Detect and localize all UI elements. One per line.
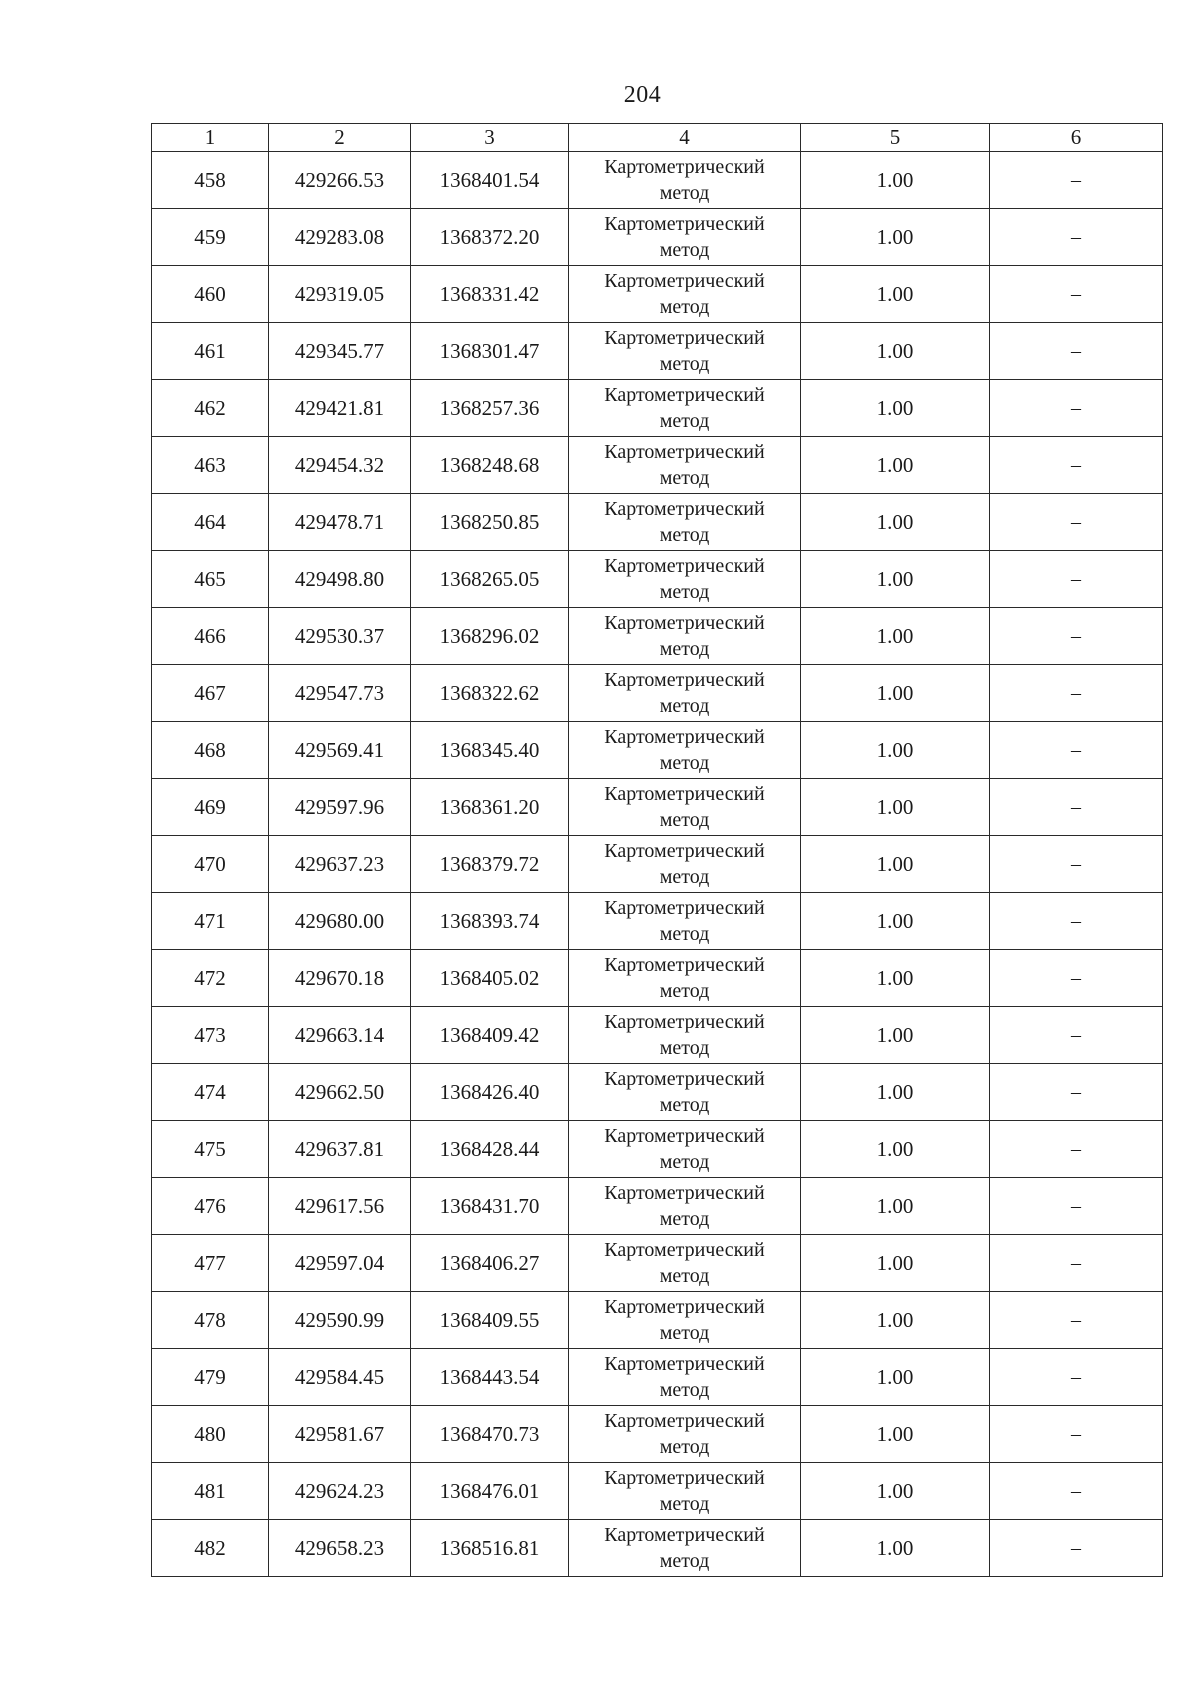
note-cell: –: [990, 779, 1163, 836]
method-cell: [569, 1406, 801, 1463]
column-header: 6: [990, 124, 1163, 152]
table-row: [152, 437, 1163, 494]
note-cell: –: [990, 1463, 1163, 1520]
method-text-line1: Картометрический: [604, 327, 765, 349]
x-coordinate-cell: 429530.37: [269, 608, 411, 665]
y-coordinate-cell: 1368301.47: [411, 323, 569, 380]
point-number-cell: 465: [152, 551, 269, 608]
method-text-line2: метод: [659, 1379, 710, 1401]
x-coordinate-cell: 429581.67: [269, 1406, 411, 1463]
precision-cell: 1.00: [801, 380, 990, 437]
method-cell: [569, 437, 801, 494]
method-cell: [569, 1235, 801, 1292]
x-coordinate-cell: 429266.53: [269, 152, 411, 209]
method-text-line1: Картометрический: [604, 441, 765, 463]
method-text-line2: метод: [659, 980, 710, 1002]
x-coordinate-cell: 429319.05: [269, 266, 411, 323]
note-cell: –: [990, 1520, 1163, 1577]
note-cell: –: [990, 1235, 1163, 1292]
table-row: [152, 323, 1163, 380]
method-text-line2: метод: [659, 809, 710, 831]
note-cell: –: [990, 551, 1163, 608]
x-coordinate-cell: 429624.23: [269, 1463, 411, 1520]
table-row: [152, 1520, 1163, 1577]
table-row: [152, 551, 1163, 608]
method-cell: [569, 836, 801, 893]
point-number-cell: 463: [152, 437, 269, 494]
method-cell: [569, 323, 801, 380]
precision-cell: 1.00: [801, 437, 990, 494]
x-coordinate-cell: 429283.08: [269, 209, 411, 266]
precision-cell: 1.00: [801, 152, 990, 209]
precision-cell: 1.00: [801, 494, 990, 551]
table-row: [152, 152, 1163, 209]
method-cell: [569, 551, 801, 608]
note-cell: –: [990, 1178, 1163, 1235]
y-coordinate-cell: 1368409.42: [411, 1007, 569, 1064]
x-coordinate-cell: 429663.14: [269, 1007, 411, 1064]
table-row: [152, 380, 1163, 437]
note-cell: –: [990, 209, 1163, 266]
table-row: [152, 209, 1163, 266]
method-text-line1: Картометрический: [604, 1296, 765, 1318]
precision-cell: 1.00: [801, 665, 990, 722]
table-row: [152, 608, 1163, 665]
precision-cell: 1.00: [801, 1349, 990, 1406]
y-coordinate-cell: 1368409.55: [411, 1292, 569, 1349]
method-text-line2: метод: [659, 182, 710, 204]
method-text-line1: Картометрический: [604, 954, 765, 976]
method-text-line2: метод: [659, 695, 710, 717]
table-row: [152, 722, 1163, 779]
method-text-line2: метод: [659, 524, 710, 546]
precision-cell: 1.00: [801, 836, 990, 893]
x-coordinate-cell: 429584.45: [269, 1349, 411, 1406]
method-text-line1: Картометрический: [604, 270, 765, 292]
point-number-cell: 458: [152, 152, 269, 209]
note-cell: –: [990, 1064, 1163, 1121]
table-header-row: [152, 124, 1163, 152]
table-row: [152, 893, 1163, 950]
method-text-line1: Картометрический: [604, 669, 765, 691]
precision-cell: 1.00: [801, 1292, 990, 1349]
method-text-line1: Картометрический: [604, 897, 765, 919]
method-text-line2: метод: [659, 1208, 710, 1230]
method-text-line1: Картометрический: [604, 1353, 765, 1375]
table-row: [152, 1007, 1163, 1064]
method-cell: [569, 1292, 801, 1349]
method-text-line1: Картометрический: [604, 1524, 765, 1546]
note-cell: –: [990, 1292, 1163, 1349]
y-coordinate-cell: 1368322.62: [411, 665, 569, 722]
precision-cell: 1.00: [801, 266, 990, 323]
table-row: [152, 1064, 1163, 1121]
y-coordinate-cell: 1368470.73: [411, 1406, 569, 1463]
method-cell: [569, 1349, 801, 1406]
method-cell: [569, 779, 801, 836]
table-row: [152, 494, 1163, 551]
precision-cell: 1.00: [801, 1007, 990, 1064]
precision-cell: 1.00: [801, 323, 990, 380]
method-text-line2: метод: [659, 1550, 710, 1572]
note-cell: –: [990, 437, 1163, 494]
table-row: [152, 779, 1163, 836]
point-number-cell: 467: [152, 665, 269, 722]
y-coordinate-cell: 1368393.74: [411, 893, 569, 950]
y-coordinate-cell: 1368345.40: [411, 722, 569, 779]
note-cell: –: [990, 950, 1163, 1007]
y-coordinate-cell: 1368406.27: [411, 1235, 569, 1292]
y-coordinate-cell: 1368257.36: [411, 380, 569, 437]
point-number-cell: 472: [152, 950, 269, 1007]
method-text-line1: Картометрический: [604, 1410, 765, 1432]
note-cell: –: [990, 380, 1163, 437]
table-row: [152, 665, 1163, 722]
method-text-line2: метод: [659, 1265, 710, 1287]
column-header: 1: [152, 124, 269, 152]
method-text-line1: Картометрический: [604, 1125, 765, 1147]
method-text-line1: Картометрический: [604, 156, 765, 178]
method-text-line1: Картометрический: [604, 783, 765, 805]
precision-cell: 1.00: [801, 1064, 990, 1121]
method-text-line2: метод: [659, 752, 710, 774]
method-text-line1: Картометрический: [604, 213, 765, 235]
method-cell: [569, 950, 801, 1007]
x-coordinate-cell: 429658.23: [269, 1520, 411, 1577]
method-cell: [569, 608, 801, 665]
method-cell: [569, 266, 801, 323]
x-coordinate-cell: 429597.04: [269, 1235, 411, 1292]
note-cell: –: [990, 266, 1163, 323]
point-number-cell: 470: [152, 836, 269, 893]
x-coordinate-cell: 429547.73: [269, 665, 411, 722]
method-text-line1: Картометрический: [604, 555, 765, 577]
x-coordinate-cell: 429345.77: [269, 323, 411, 380]
precision-cell: 1.00: [801, 779, 990, 836]
x-coordinate-cell: 429421.81: [269, 380, 411, 437]
note-cell: –: [990, 608, 1163, 665]
method-text-line1: Картометрический: [604, 1467, 765, 1489]
precision-cell: 1.00: [801, 722, 990, 779]
table-row: [152, 1121, 1163, 1178]
table-row: [152, 836, 1163, 893]
column-header: 2: [269, 124, 411, 152]
y-coordinate-cell: 1368428.44: [411, 1121, 569, 1178]
note-cell: –: [990, 722, 1163, 779]
point-number-cell: 477: [152, 1235, 269, 1292]
x-coordinate-cell: 429597.96: [269, 779, 411, 836]
note-cell: –: [990, 152, 1163, 209]
point-number-cell: 461: [152, 323, 269, 380]
precision-cell: 1.00: [801, 1463, 990, 1520]
point-number-cell: 471: [152, 893, 269, 950]
note-cell: –: [990, 665, 1163, 722]
method-text-line1: Картометрический: [604, 384, 765, 406]
y-coordinate-cell: 1368250.85: [411, 494, 569, 551]
point-number-cell: 459: [152, 209, 269, 266]
point-number-cell: 478: [152, 1292, 269, 1349]
method-text-line2: метод: [659, 581, 710, 603]
y-coordinate-cell: 1368401.54: [411, 152, 569, 209]
point-number-cell: 473: [152, 1007, 269, 1064]
x-coordinate-cell: 429662.50: [269, 1064, 411, 1121]
method-cell: [569, 722, 801, 779]
precision-cell: 1.00: [801, 1520, 990, 1577]
y-coordinate-cell: 1368372.20: [411, 209, 569, 266]
method-cell: [569, 1463, 801, 1520]
method-text-line2: метод: [659, 1493, 710, 1515]
point-number-cell: 474: [152, 1064, 269, 1121]
y-coordinate-cell: 1368443.54: [411, 1349, 569, 1406]
method-text-line1: Картометрический: [604, 1068, 765, 1090]
point-number-cell: 468: [152, 722, 269, 779]
x-coordinate-cell: 429498.80: [269, 551, 411, 608]
method-text-line2: метод: [659, 1037, 710, 1059]
y-coordinate-cell: 1368265.05: [411, 551, 569, 608]
note-cell: –: [990, 893, 1163, 950]
table-row: [152, 950, 1163, 1007]
method-text-line1: Картометрический: [604, 726, 765, 748]
y-coordinate-cell: 1368296.02: [411, 608, 569, 665]
x-coordinate-cell: 429478.71: [269, 494, 411, 551]
method-text-line2: метод: [659, 638, 710, 660]
method-text-line2: метод: [659, 296, 710, 318]
method-cell: [569, 494, 801, 551]
method-text-line1: Картометрический: [604, 498, 765, 520]
x-coordinate-cell: 429569.41: [269, 722, 411, 779]
note-cell: –: [990, 494, 1163, 551]
precision-cell: 1.00: [801, 608, 990, 665]
method-text-line1: Картометрический: [604, 612, 765, 634]
y-coordinate-cell: 1368405.02: [411, 950, 569, 1007]
method-text-line2: метод: [659, 866, 710, 888]
column-header: 4: [569, 124, 801, 152]
method-cell: [569, 380, 801, 437]
note-cell: –: [990, 1349, 1163, 1406]
y-coordinate-cell: 1368516.81: [411, 1520, 569, 1577]
coordinates-table: [151, 123, 1163, 1577]
method-cell: [569, 1121, 801, 1178]
point-number-cell: 462: [152, 380, 269, 437]
method-cell: [569, 665, 801, 722]
y-coordinate-cell: 1368379.72: [411, 836, 569, 893]
point-number-cell: 482: [152, 1520, 269, 1577]
y-coordinate-cell: 1368248.68: [411, 437, 569, 494]
column-header: 3: [411, 124, 569, 152]
precision-cell: 1.00: [801, 209, 990, 266]
table-row: [152, 1349, 1163, 1406]
point-number-cell: 469: [152, 779, 269, 836]
y-coordinate-cell: 1368361.20: [411, 779, 569, 836]
x-coordinate-cell: 429454.32: [269, 437, 411, 494]
x-coordinate-cell: 429670.18: [269, 950, 411, 1007]
note-cell: –: [990, 323, 1163, 380]
method-text-line2: метод: [659, 1151, 710, 1173]
precision-cell: 1.00: [801, 551, 990, 608]
method-cell: [569, 1178, 801, 1235]
table-row: [152, 1178, 1163, 1235]
note-cell: –: [990, 836, 1163, 893]
method-text-line2: метод: [659, 1322, 710, 1344]
point-number-cell: 476: [152, 1178, 269, 1235]
table-row: [152, 266, 1163, 323]
method-text-line2: метод: [659, 923, 710, 945]
table-row: [152, 1235, 1163, 1292]
method-cell: [569, 1520, 801, 1577]
point-number-cell: 466: [152, 608, 269, 665]
note-cell: –: [990, 1007, 1163, 1064]
table-row: [152, 1463, 1163, 1520]
y-coordinate-cell: 1368331.42: [411, 266, 569, 323]
method-text-line1: Картометрический: [604, 840, 765, 862]
method-text-line2: метод: [659, 1094, 710, 1116]
x-coordinate-cell: 429637.23: [269, 836, 411, 893]
point-number-cell: 464: [152, 494, 269, 551]
method-cell: [569, 1064, 801, 1121]
note-cell: –: [990, 1121, 1163, 1178]
method-text-line1: Картометрический: [604, 1011, 765, 1033]
precision-cell: 1.00: [801, 950, 990, 1007]
table-row: [152, 1292, 1163, 1349]
x-coordinate-cell: 429590.99: [269, 1292, 411, 1349]
x-coordinate-cell: 429680.00: [269, 893, 411, 950]
y-coordinate-cell: 1368476.01: [411, 1463, 569, 1520]
method-text-line2: метод: [659, 353, 710, 375]
method-text-line1: Картометрический: [604, 1239, 765, 1261]
y-coordinate-cell: 1368431.70: [411, 1178, 569, 1235]
note-cell: –: [990, 1406, 1163, 1463]
precision-cell: 1.00: [801, 1121, 990, 1178]
precision-cell: 1.00: [801, 1235, 990, 1292]
method-text-line1: Картометрический: [604, 1182, 765, 1204]
point-number-cell: 475: [152, 1121, 269, 1178]
method-text-line2: метод: [659, 410, 710, 432]
x-coordinate-cell: 429637.81: [269, 1121, 411, 1178]
point-number-cell: 460: [152, 266, 269, 323]
precision-cell: 1.00: [801, 1406, 990, 1463]
method-text-line2: метод: [659, 467, 710, 489]
point-number-cell: 480: [152, 1406, 269, 1463]
point-number-cell: 479: [152, 1349, 269, 1406]
table-body: [152, 124, 1163, 1577]
x-coordinate-cell: 429617.56: [269, 1178, 411, 1235]
precision-cell: 1.00: [801, 1178, 990, 1235]
method-text-line2: метод: [659, 239, 710, 261]
method-text-line2: метод: [659, 1436, 710, 1458]
method-cell: [569, 209, 801, 266]
y-coordinate-cell: 1368426.40: [411, 1064, 569, 1121]
method-cell: [569, 152, 801, 209]
point-number-cell: 481: [152, 1463, 269, 1520]
page-number: 204: [623, 82, 662, 108]
method-cell: [569, 1007, 801, 1064]
column-header: 5: [801, 124, 990, 152]
table-row: [152, 1406, 1163, 1463]
method-cell: [569, 893, 801, 950]
precision-cell: 1.00: [801, 893, 990, 950]
